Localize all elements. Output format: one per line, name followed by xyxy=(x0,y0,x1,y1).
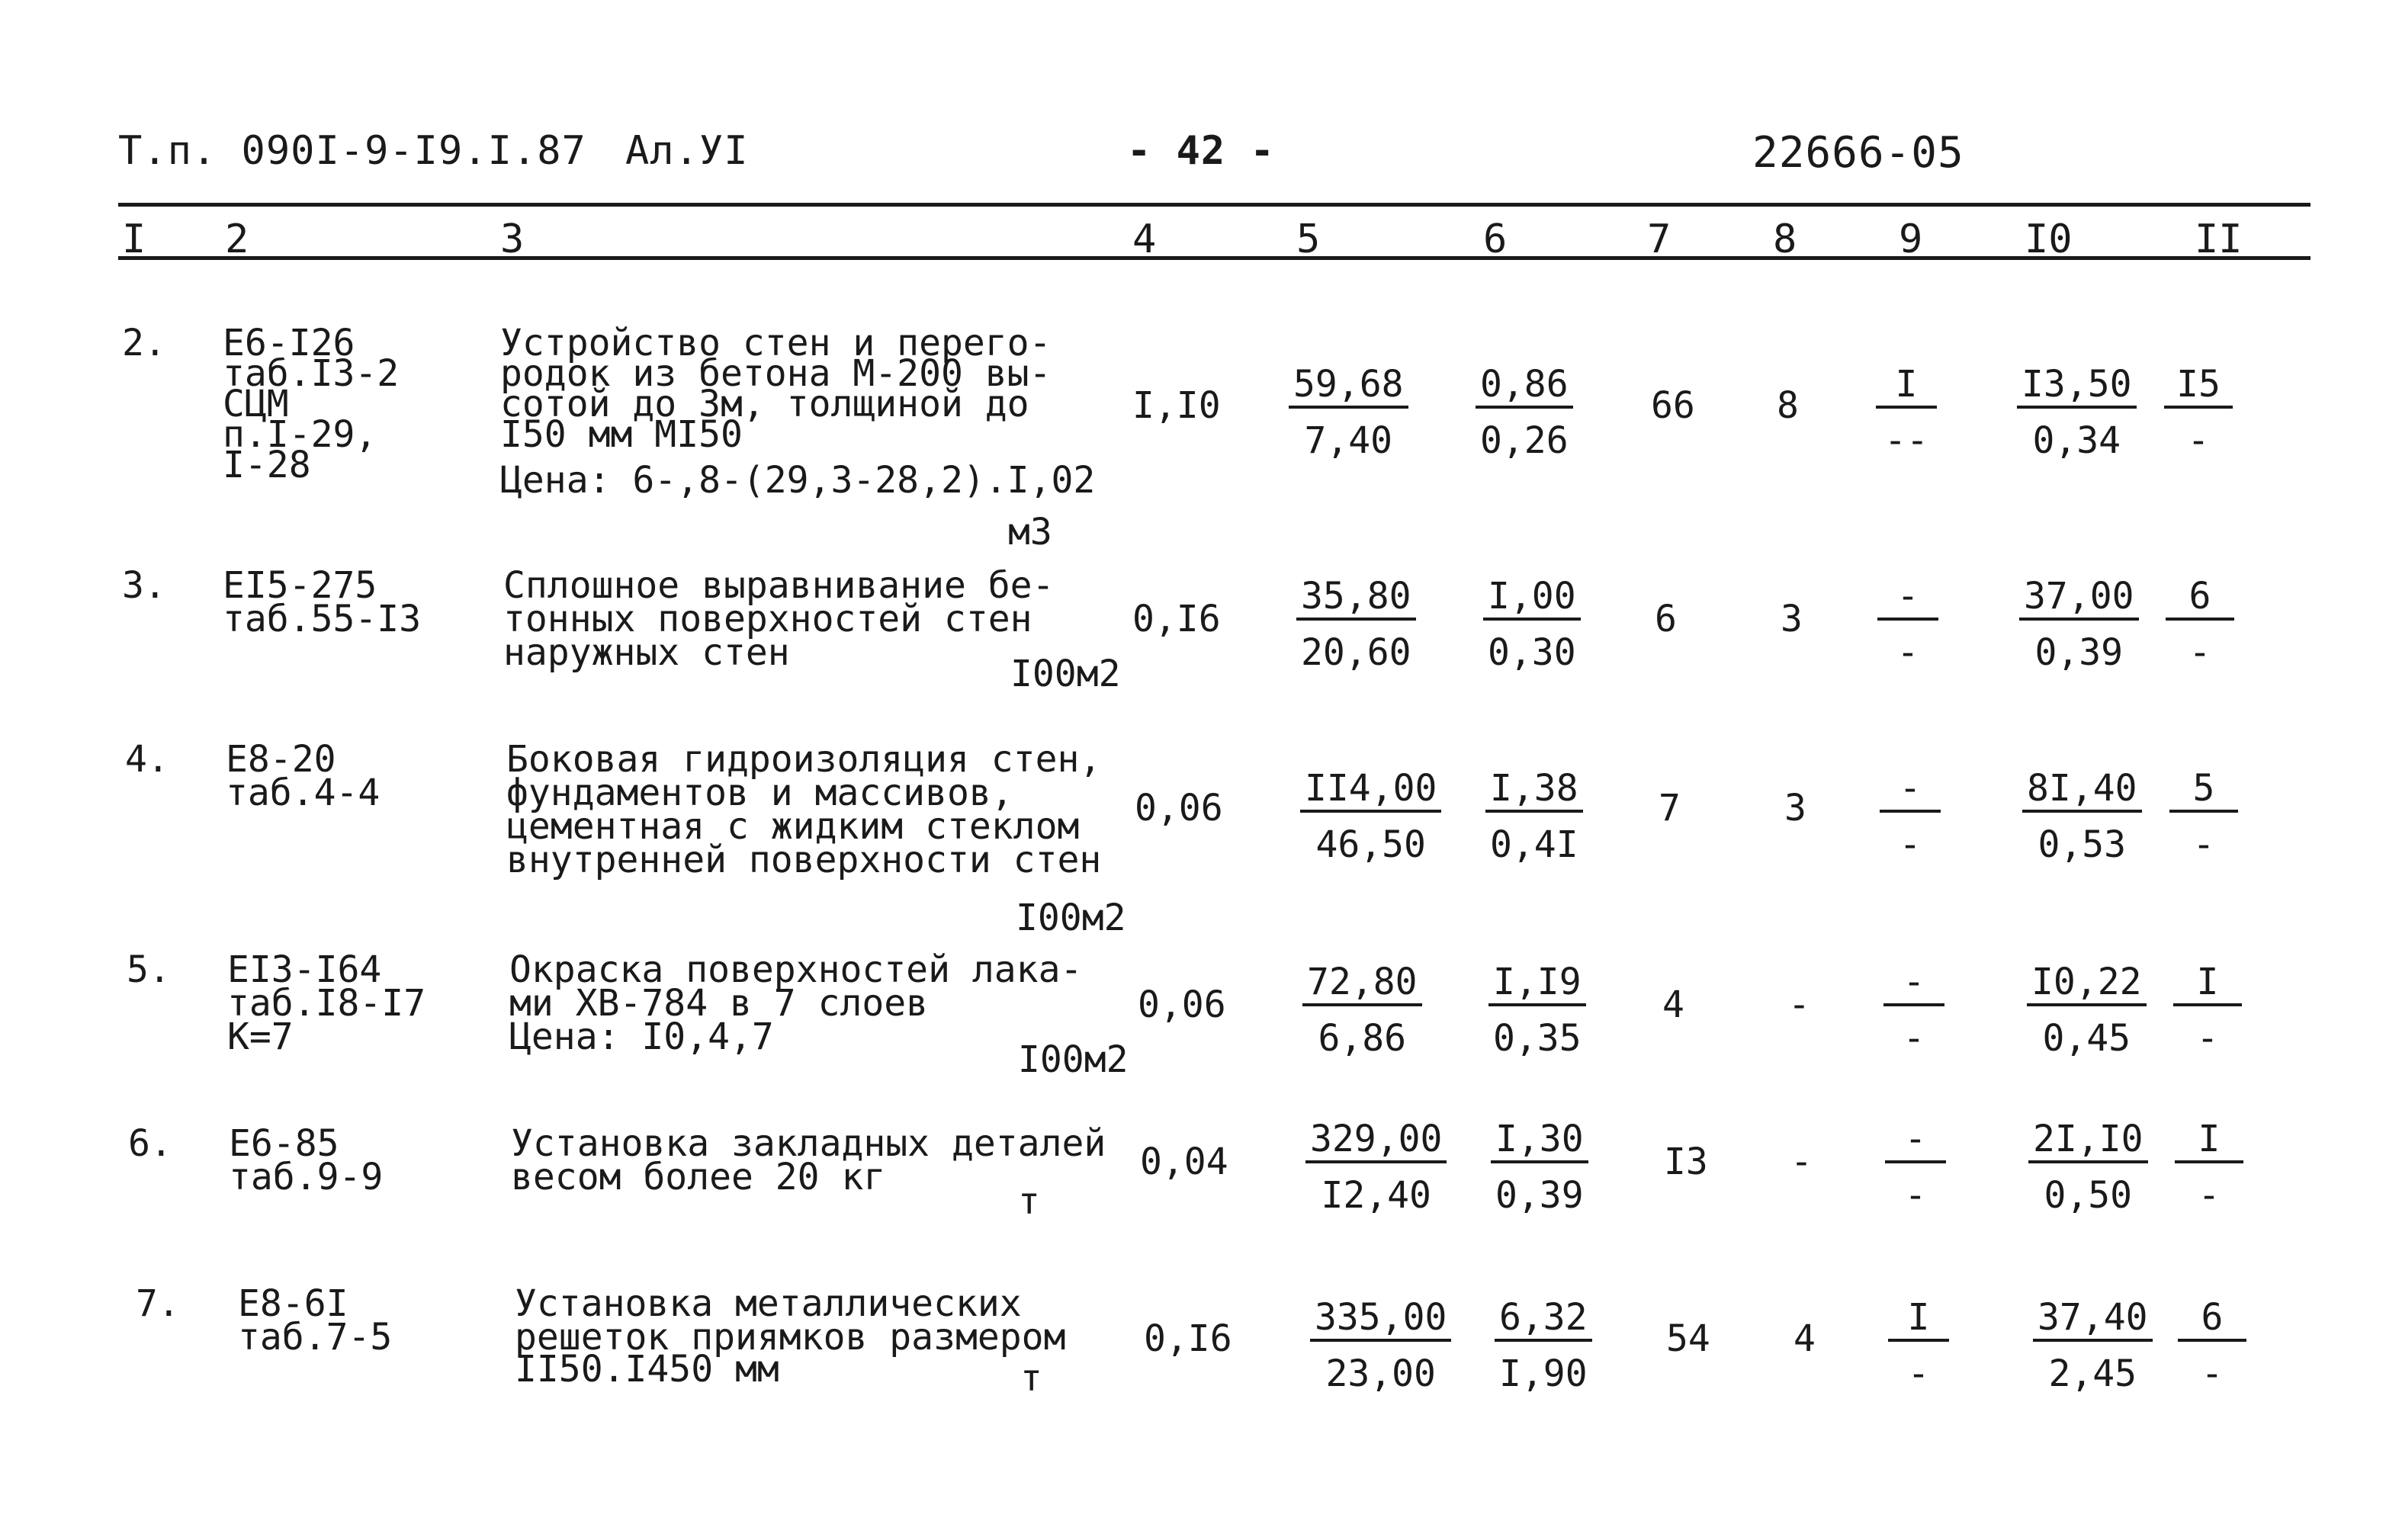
col-header-7: 7 xyxy=(1647,217,1671,262)
fraction-bottom: - xyxy=(1896,631,1919,674)
fraction-top: 6 xyxy=(2178,1299,2246,1342)
fraction-bottom: 0,45 xyxy=(2042,1017,2131,1060)
fraction-bottom: 0,39 xyxy=(1495,1174,1584,1217)
work-description-line: Боковая гидроизоляция стен, xyxy=(506,738,1102,781)
norm-code-line: ЕI3-I64 xyxy=(227,948,382,991)
fraction-top: I xyxy=(2173,964,2242,1006)
col7-value: 6 xyxy=(1655,598,1677,640)
col7-value: 66 xyxy=(1651,384,1695,427)
norm-code-line: таб.I8-I7 xyxy=(227,982,426,1025)
fraction-bottom: 23,00 xyxy=(1325,1352,1436,1395)
work-description-line: решеток приямков размером xyxy=(515,1316,1066,1359)
fraction-bottom: - xyxy=(1899,823,1922,866)
document-number: 22666-05 xyxy=(1752,128,1964,178)
cost-fraction xyxy=(1483,575,1581,674)
work-description-line: родок из бетона М-200 вы- xyxy=(500,352,1052,395)
cost-fraction xyxy=(2166,575,2234,674)
fraction-bottom: - xyxy=(2192,823,2215,866)
fraction-top: - xyxy=(1877,578,1938,621)
work-description-line: весом более 20 кг xyxy=(511,1156,886,1198)
cost-fraction xyxy=(2019,575,2139,674)
cost-fraction xyxy=(1302,961,1422,1060)
fraction-top: I xyxy=(1888,1299,1949,1342)
col7-value: 7 xyxy=(1659,787,1681,829)
unit-of-measure: т xyxy=(1018,1180,1040,1223)
col8-value: - xyxy=(1790,1141,1813,1183)
fraction-bottom: - xyxy=(2187,419,2210,462)
norm-code-line: п.I-29, xyxy=(223,413,377,456)
cost-fraction xyxy=(2017,363,2137,462)
norm-code-line: Е6-85 xyxy=(229,1122,339,1165)
fraction-top: I xyxy=(2175,1121,2243,1163)
work-description-line: Установка металлических xyxy=(515,1282,1022,1325)
fraction-bottom: -- xyxy=(1884,419,1928,462)
fraction-bottom: 0,4I xyxy=(1490,823,1578,866)
fraction-bottom: 0,26 xyxy=(1480,419,1569,462)
fraction-top: 6,32 xyxy=(1495,1299,1592,1342)
fraction-bottom: - xyxy=(2189,631,2211,674)
norm-code-line: таб.55-I3 xyxy=(223,598,422,640)
col-header-2: 2 xyxy=(225,217,249,262)
fraction-top: - xyxy=(1880,770,1941,813)
unit-of-measure: I00м2 xyxy=(1016,897,1126,939)
row-number: 5. xyxy=(127,948,171,991)
cost-fraction xyxy=(1885,1118,1946,1217)
header-bottom-rule xyxy=(118,256,2311,260)
cost-fraction xyxy=(2022,767,2142,866)
norm-code-line: I-28 xyxy=(223,444,311,486)
work-description-line: Окраска поверхностей лака- xyxy=(509,948,1083,991)
cost-fraction xyxy=(1310,1296,1451,1395)
col-header-6: 6 xyxy=(1483,217,1508,262)
document-code: Т.п. 090I-9-I9.I.87 xyxy=(118,128,586,174)
fraction-bottom: - xyxy=(1907,1352,1930,1395)
fraction-bottom: 0,34 xyxy=(2032,419,2121,462)
col7-value: 54 xyxy=(1666,1317,1710,1360)
fraction-top: 335,00 xyxy=(1310,1299,1451,1342)
album-label: Ал.УI xyxy=(625,128,749,174)
unit-of-measure: м3 xyxy=(1008,511,1052,553)
header-top-rule xyxy=(118,203,2311,207)
cost-fraction xyxy=(1888,1296,1949,1395)
fraction-top: 0,86 xyxy=(1476,366,1573,409)
page-number: - 42 - xyxy=(1127,128,1275,174)
fraction-top: I0,22 xyxy=(2027,964,2147,1006)
quantity: 0,I6 xyxy=(1132,598,1221,640)
cost-fraction xyxy=(1300,767,1441,866)
col-header-11: II xyxy=(2195,217,2243,262)
fraction-top: - xyxy=(1883,964,1944,1006)
unit-of-measure: т xyxy=(1020,1357,1042,1400)
row-number: 6. xyxy=(128,1122,172,1165)
work-description-line: сотой до 3м, толщиной до xyxy=(500,383,1029,425)
fraction-bottom: 0,39 xyxy=(2034,631,2124,674)
fraction-top: 329,00 xyxy=(1305,1121,1447,1163)
fraction-bottom: 0,53 xyxy=(2038,823,2127,866)
cost-fraction xyxy=(2169,767,2238,866)
col8-value: 8 xyxy=(1777,384,1799,427)
work-description-line: ми ХВ-784 в 7 слоев xyxy=(509,982,929,1025)
col8-value: 3 xyxy=(1781,598,1803,640)
fraction-bottom: - xyxy=(1904,1174,1927,1217)
cost-fraction xyxy=(1876,363,1937,462)
norm-code-line: таб.4-4 xyxy=(226,772,381,814)
col-header-10: I0 xyxy=(2025,217,2073,262)
fraction-top: I,I9 xyxy=(1488,964,1586,1006)
col8-value: - xyxy=(1788,983,1810,1026)
norm-code-line: Е8-20 xyxy=(226,738,336,781)
work-description-line: цементная с жидким стеклом xyxy=(506,805,1080,848)
col7-value: I3 xyxy=(1664,1141,1708,1183)
work-description-line: наружных стен xyxy=(503,631,790,674)
fraction-top: I xyxy=(1876,366,1937,409)
cost-fraction xyxy=(1877,575,1938,674)
fraction-bottom: 7,40 xyxy=(1304,419,1393,462)
fraction-top: 5 xyxy=(2169,770,2238,813)
norm-code-line: К=7 xyxy=(227,1015,294,1058)
fraction-bottom: - xyxy=(2198,1174,2221,1217)
cost-fraction xyxy=(2033,1296,2153,1395)
row-number: 3. xyxy=(122,564,166,607)
col8-value: 4 xyxy=(1794,1317,1816,1360)
cost-fraction xyxy=(1305,1118,1447,1217)
norm-code-line: ЕI5-275 xyxy=(223,564,377,607)
col-header-4: 4 xyxy=(1132,217,1157,262)
fraction-bottom: - xyxy=(2201,1352,2224,1395)
cost-fraction xyxy=(1296,575,1416,674)
norm-code-line: СЦМ xyxy=(223,383,289,425)
quantity: 0,I6 xyxy=(1144,1317,1232,1360)
work-description-line: Цена: 6-,8-(29,3-28,2).I,02 xyxy=(500,459,1096,502)
col-header-8: 8 xyxy=(1773,217,1797,262)
cost-fraction xyxy=(2178,1296,2246,1395)
fraction-top: 8I,40 xyxy=(2022,770,2142,813)
fraction-top: 35,80 xyxy=(1296,578,1416,621)
cost-fraction xyxy=(2028,1118,2148,1217)
fraction-top: II4,00 xyxy=(1300,770,1441,813)
work-description-line: Установка закладных деталей xyxy=(511,1122,1106,1165)
fraction-top: 6 xyxy=(2166,578,2234,621)
quantity: 0,06 xyxy=(1135,787,1223,829)
fraction-top: 2I,I0 xyxy=(2028,1121,2148,1163)
cost-fraction xyxy=(1880,767,1941,866)
fraction-bottom: 6,86 xyxy=(1318,1017,1407,1060)
col-header-3: 3 xyxy=(500,217,525,262)
fraction-top: 37,00 xyxy=(2019,578,2139,621)
fraction-top: 59,68 xyxy=(1289,366,1408,409)
fraction-bottom: - xyxy=(2196,1017,2219,1060)
fraction-bottom: 2,45 xyxy=(2048,1352,2137,1395)
work-description-line: I50 мм МI50 xyxy=(500,413,743,456)
norm-code-line: Е8-6I xyxy=(238,1282,348,1325)
work-description-line: Цена: I0,4,7 xyxy=(509,1015,774,1058)
cost-fraction xyxy=(2027,961,2147,1060)
cost-fraction xyxy=(1883,961,1944,1060)
col-header-5: 5 xyxy=(1296,217,1321,262)
fraction-top: - xyxy=(1885,1121,1946,1163)
cost-fraction xyxy=(2164,363,2233,462)
fraction-bottom: 0,30 xyxy=(1488,631,1576,674)
row-number: 4. xyxy=(125,738,169,781)
fraction-top: 37,40 xyxy=(2033,1299,2153,1342)
cost-fraction xyxy=(1476,363,1573,462)
fraction-bottom: - xyxy=(1903,1017,1925,1060)
fraction-top: 72,80 xyxy=(1302,964,1422,1006)
work-description-line: тонных поверхностей стен xyxy=(503,598,1032,640)
fraction-bottom: 0,35 xyxy=(1493,1017,1582,1060)
cost-fraction xyxy=(1495,1296,1592,1395)
col8-value: 3 xyxy=(1784,787,1806,829)
norm-code-line: таб.9-9 xyxy=(229,1156,384,1198)
cost-fraction xyxy=(2175,1118,2243,1217)
norm-code-line: таб.I3-2 xyxy=(223,352,400,395)
row-number: 2. xyxy=(122,322,166,364)
work-description-line: внутренней поверхности стен xyxy=(506,839,1102,881)
norm-code-line: таб.7-5 xyxy=(238,1316,393,1359)
cost-fraction xyxy=(1491,1118,1588,1217)
col-header-9: 9 xyxy=(1899,217,1923,262)
quantity: 0,06 xyxy=(1138,983,1226,1026)
cost-fraction xyxy=(1485,767,1583,866)
col7-value: 4 xyxy=(1662,983,1684,1026)
cost-fraction xyxy=(1488,961,1586,1060)
cost-fraction xyxy=(1289,363,1408,462)
fraction-top: I,00 xyxy=(1483,578,1581,621)
fraction-top: I,30 xyxy=(1491,1121,1588,1163)
fraction-bottom: 46,50 xyxy=(1315,823,1426,866)
fraction-top: I3,50 xyxy=(2017,366,2137,409)
unit-of-measure: I00м2 xyxy=(1018,1038,1129,1081)
work-description-line: фундаментов и массивов, xyxy=(506,772,1013,814)
work-description-line: Устройство стен и перего- xyxy=(500,322,1052,364)
quantity: I,I0 xyxy=(1132,384,1221,427)
fraction-top: I,38 xyxy=(1485,770,1583,813)
col-header-1: I xyxy=(122,217,146,262)
fraction-bottom: I2,40 xyxy=(1321,1174,1431,1217)
fraction-top: I5 xyxy=(2164,366,2233,409)
work-description-line: II50.I450 мм xyxy=(515,1348,779,1391)
fraction-bottom: 0,50 xyxy=(2044,1174,2133,1217)
row-number: 7. xyxy=(136,1282,180,1325)
fraction-bottom: I,90 xyxy=(1499,1352,1588,1395)
cost-fraction xyxy=(2173,961,2242,1060)
fraction-bottom: 20,60 xyxy=(1301,631,1411,674)
unit-of-measure: I00м2 xyxy=(1010,653,1121,695)
work-description-line: Сплошное выравнивание бе- xyxy=(503,564,1055,607)
quantity: 0,04 xyxy=(1140,1141,1228,1183)
norm-code-line: Е6-I26 xyxy=(223,322,355,364)
